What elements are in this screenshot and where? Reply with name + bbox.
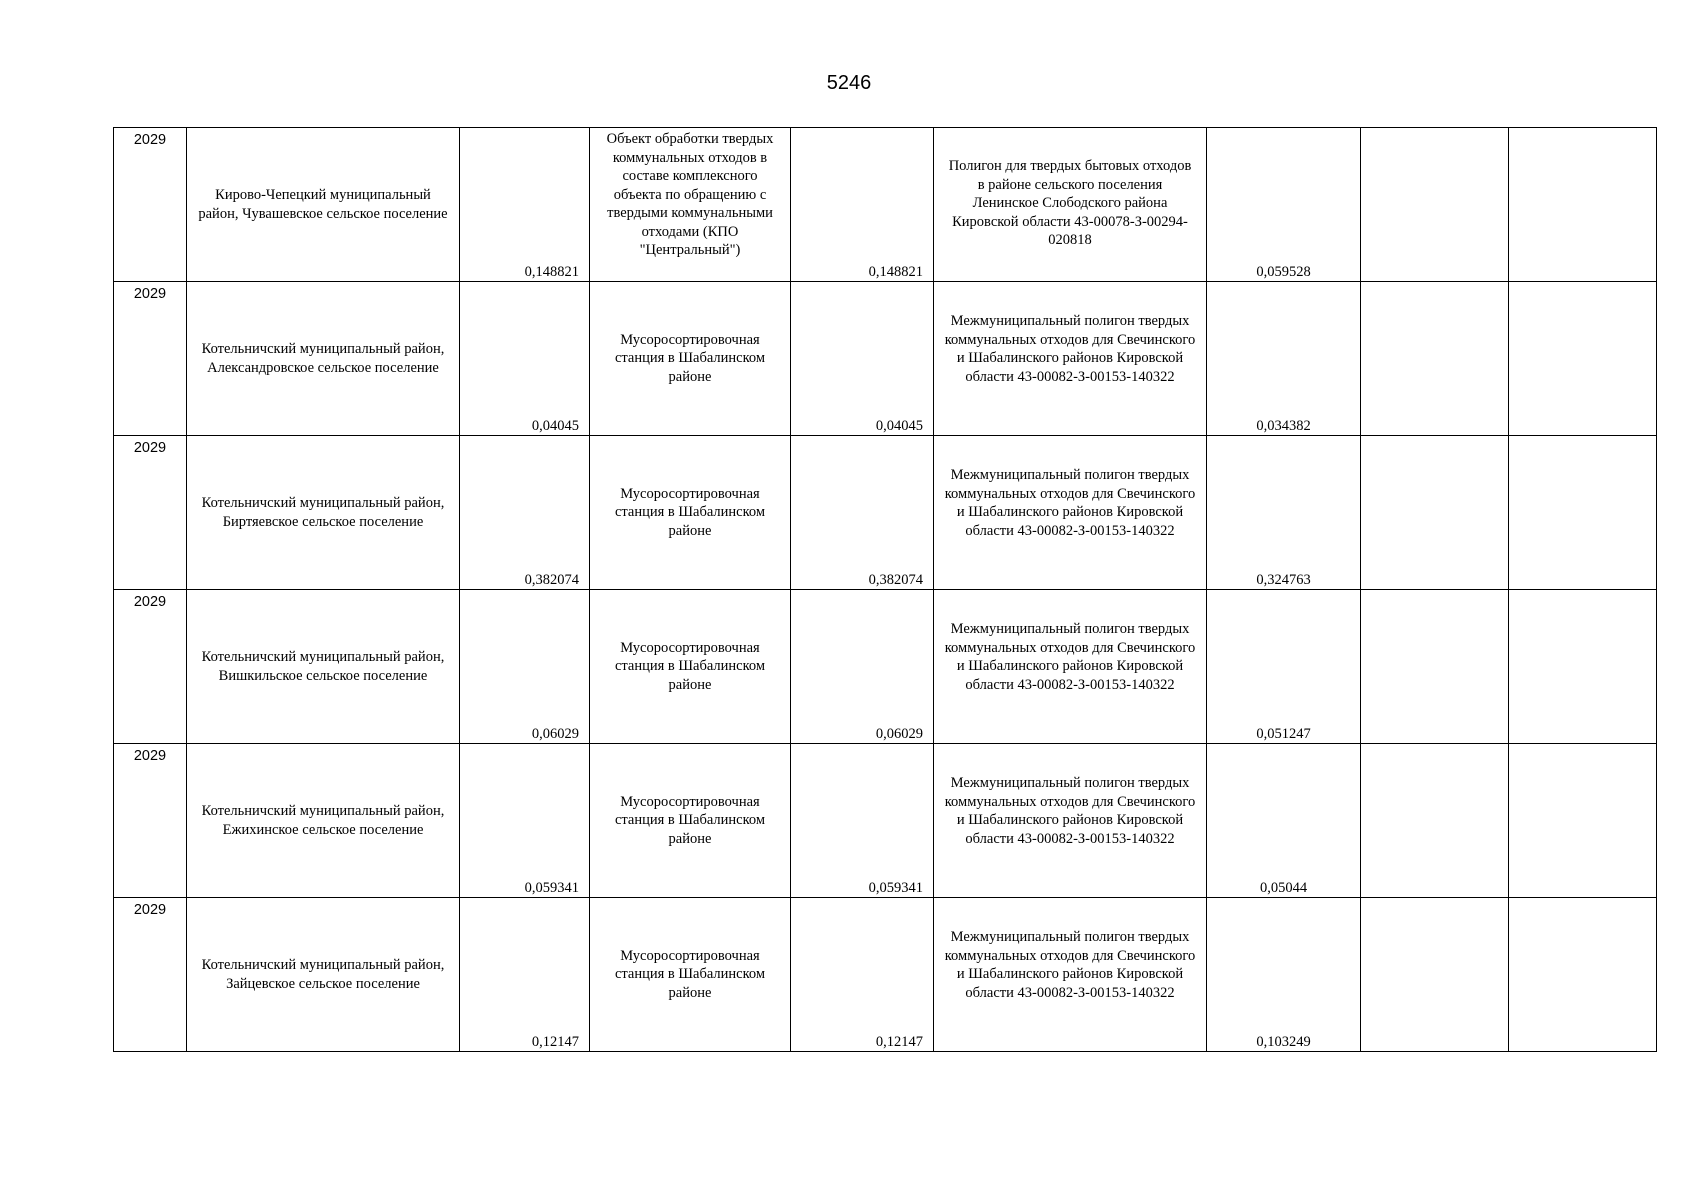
landfill-text: Полигон для твердых бытовых отходов в районе сельского поселения Ленинское Слободского района Кировской области 43-00078-З-00294-020818 [948, 158, 1192, 248]
empty-cell-2 [1509, 744, 1657, 898]
year-text: 2029 [133, 594, 167, 610]
volume-disposed-cell [1207, 744, 1361, 898]
volume-disposed-value: 0,051247 [1256, 725, 1311, 742]
landfill-text: Межмуниципальный полигон твердых коммунальных отходов для Свечинского и Шабалинского районов Кировской области 43-00082-З-00153-140322 [944, 313, 1196, 385]
table-row [114, 128, 1657, 282]
volume-generated-value: 0,04045 [531, 417, 579, 434]
volume-disposed-value: 0,059528 [1256, 263, 1311, 280]
volume-processed-cell [791, 282, 934, 436]
municipality-text: Кирово-Чепецкий муниципальный район, Чувашевское сельское поселение [198, 187, 448, 222]
landfill-cell [934, 898, 1207, 1052]
year-cell [114, 282, 187, 436]
empty-cell-2 [1509, 436, 1657, 590]
volume-processed-value: 0,12147 [875, 1033, 923, 1050]
landfill-text: Межмуниципальный полигон твердых коммунальных отходов для Свечинского и Шабалинского районов Кировской области 43-00082-З-00153-140322 [944, 467, 1196, 539]
processing-facility-text: Объект обработки твердых коммунальных отходов в составе комплексного объекта по обращению с твердыми коммунальными отходами (КПО "Центральный") [606, 131, 774, 258]
municipality-text: Котельничский муниципальный район, Александровское сельское поселение [201, 341, 445, 376]
table-row [114, 590, 1657, 744]
landfill-text: Межмуниципальный полигон твердых коммунальных отходов для Свечинского и Шабалинского районов Кировской области 43-00082-З-00153-140322 [944, 621, 1196, 693]
processing-facility-text: Мусоросортировочная станция в Шабалинском районе [614, 331, 766, 385]
empty-cell-1 [1361, 282, 1509, 436]
municipality-cell [187, 744, 460, 898]
volume-generated-value: 0,382074 [524, 571, 579, 588]
volume-generated-cell [460, 436, 590, 590]
table-row [114, 898, 1657, 1052]
empty-cell-2 [1509, 898, 1657, 1052]
volume-generated-value: 0,059341 [524, 879, 579, 896]
year-cell [114, 898, 187, 1052]
volume-generated-cell [460, 128, 590, 282]
volume-disposed-cell [1207, 128, 1361, 282]
volume-disposed-cell [1207, 436, 1361, 590]
landfill-cell [934, 282, 1207, 436]
year-text: 2029 [133, 132, 167, 148]
municipality-text: Котельничский муниципальный район, Ежихинское сельское поселение [201, 803, 445, 838]
processing-facility-cell [590, 590, 791, 744]
landfill-cell [934, 128, 1207, 282]
year-cell [114, 128, 187, 282]
waste-flow-table [113, 127, 1657, 1052]
empty-cell-1 [1361, 128, 1509, 282]
table-row [114, 436, 1657, 590]
volume-disposed-value: 0,103249 [1256, 1033, 1311, 1050]
processing-facility-cell [590, 744, 791, 898]
landfill-text: Межмуниципальный полигон твердых коммунальных отходов для Свечинского и Шабалинского районов Кировской области 43-00082-З-00153-140322 [944, 775, 1196, 847]
processing-facility-cell [590, 898, 791, 1052]
year-cell [114, 590, 187, 744]
volume-processed-cell [791, 436, 934, 590]
volume-processed-cell [791, 744, 934, 898]
processing-facility-cell [590, 282, 791, 436]
municipality-cell [187, 282, 460, 436]
volume-processed-value: 0,382074 [868, 571, 923, 588]
municipality-text: Котельничский муниципальный район, Биртяевское сельское поселение [201, 495, 445, 530]
empty-cell-1 [1361, 436, 1509, 590]
municipality-cell [187, 898, 460, 1052]
volume-generated-cell [460, 282, 590, 436]
processing-facility-text: Мусоросортировочная станция в Шабалинском районе [614, 793, 766, 847]
volume-processed-value: 0,06029 [875, 725, 923, 742]
processing-facility-cell [590, 436, 791, 590]
empty-cell-2 [1509, 282, 1657, 436]
processing-facility-cell [590, 128, 791, 282]
volume-generated-cell [460, 590, 590, 744]
landfill-cell [934, 436, 1207, 590]
volume-processed-value: 0,04045 [875, 417, 923, 434]
volume-generated-value: 0,06029 [531, 725, 579, 742]
page-number: 5246 [826, 72, 872, 94]
volume-generated-cell [460, 744, 590, 898]
table-body [114, 128, 1657, 1052]
year-cell [114, 744, 187, 898]
landfill-text: Межмуниципальный полигон твердых коммунальных отходов для Свечинского и Шабалинского районов Кировской области 43-00082-З-00153-140322 [944, 929, 1196, 1001]
volume-generated-value: 0,148821 [524, 263, 579, 280]
volume-processed-value: 0,059341 [868, 879, 923, 896]
empty-cell-1 [1361, 898, 1509, 1052]
empty-cell-2 [1509, 590, 1657, 744]
volume-disposed-cell [1207, 898, 1361, 1052]
empty-cell-2 [1509, 128, 1657, 282]
municipality-cell [187, 128, 460, 282]
table-row [114, 282, 1657, 436]
volume-processed-value: 0,148821 [868, 263, 923, 280]
landfill-cell [934, 590, 1207, 744]
table-row [114, 744, 1657, 898]
municipality-text: Котельничский муниципальный район, Вишкильское сельское поселение [201, 649, 445, 684]
volume-processed-cell [791, 590, 934, 744]
processing-facility-text: Мусоросортировочная станция в Шабалинском районе [614, 639, 766, 693]
year-text: 2029 [133, 440, 167, 456]
year-text: 2029 [133, 286, 167, 302]
volume-disposed-cell [1207, 282, 1361, 436]
volume-disposed-value: 0,034382 [1256, 417, 1311, 434]
volume-disposed-value: 0,324763 [1256, 571, 1311, 588]
processing-facility-text: Мусоросортировочная станция в Шабалинском районе [614, 485, 766, 539]
volume-generated-value: 0,12147 [531, 1033, 579, 1050]
year-text: 2029 [133, 748, 167, 764]
volume-processed-cell [791, 898, 934, 1052]
volume-generated-cell [460, 898, 590, 1052]
processing-facility-text: Мусоросортировочная станция в Шабалинском районе [614, 947, 766, 1001]
landfill-cell [934, 744, 1207, 898]
year-cell [114, 436, 187, 590]
empty-cell-1 [1361, 590, 1509, 744]
empty-cell-1 [1361, 744, 1509, 898]
volume-processed-cell [791, 128, 934, 282]
municipality-text: Котельничский муниципальный район, Зайцевское сельское поселение [201, 957, 445, 992]
municipality-cell [187, 590, 460, 744]
volume-disposed-cell [1207, 590, 1361, 744]
municipality-cell [187, 436, 460, 590]
year-text: 2029 [133, 902, 167, 918]
volume-disposed-value: 0,05044 [1259, 879, 1308, 896]
